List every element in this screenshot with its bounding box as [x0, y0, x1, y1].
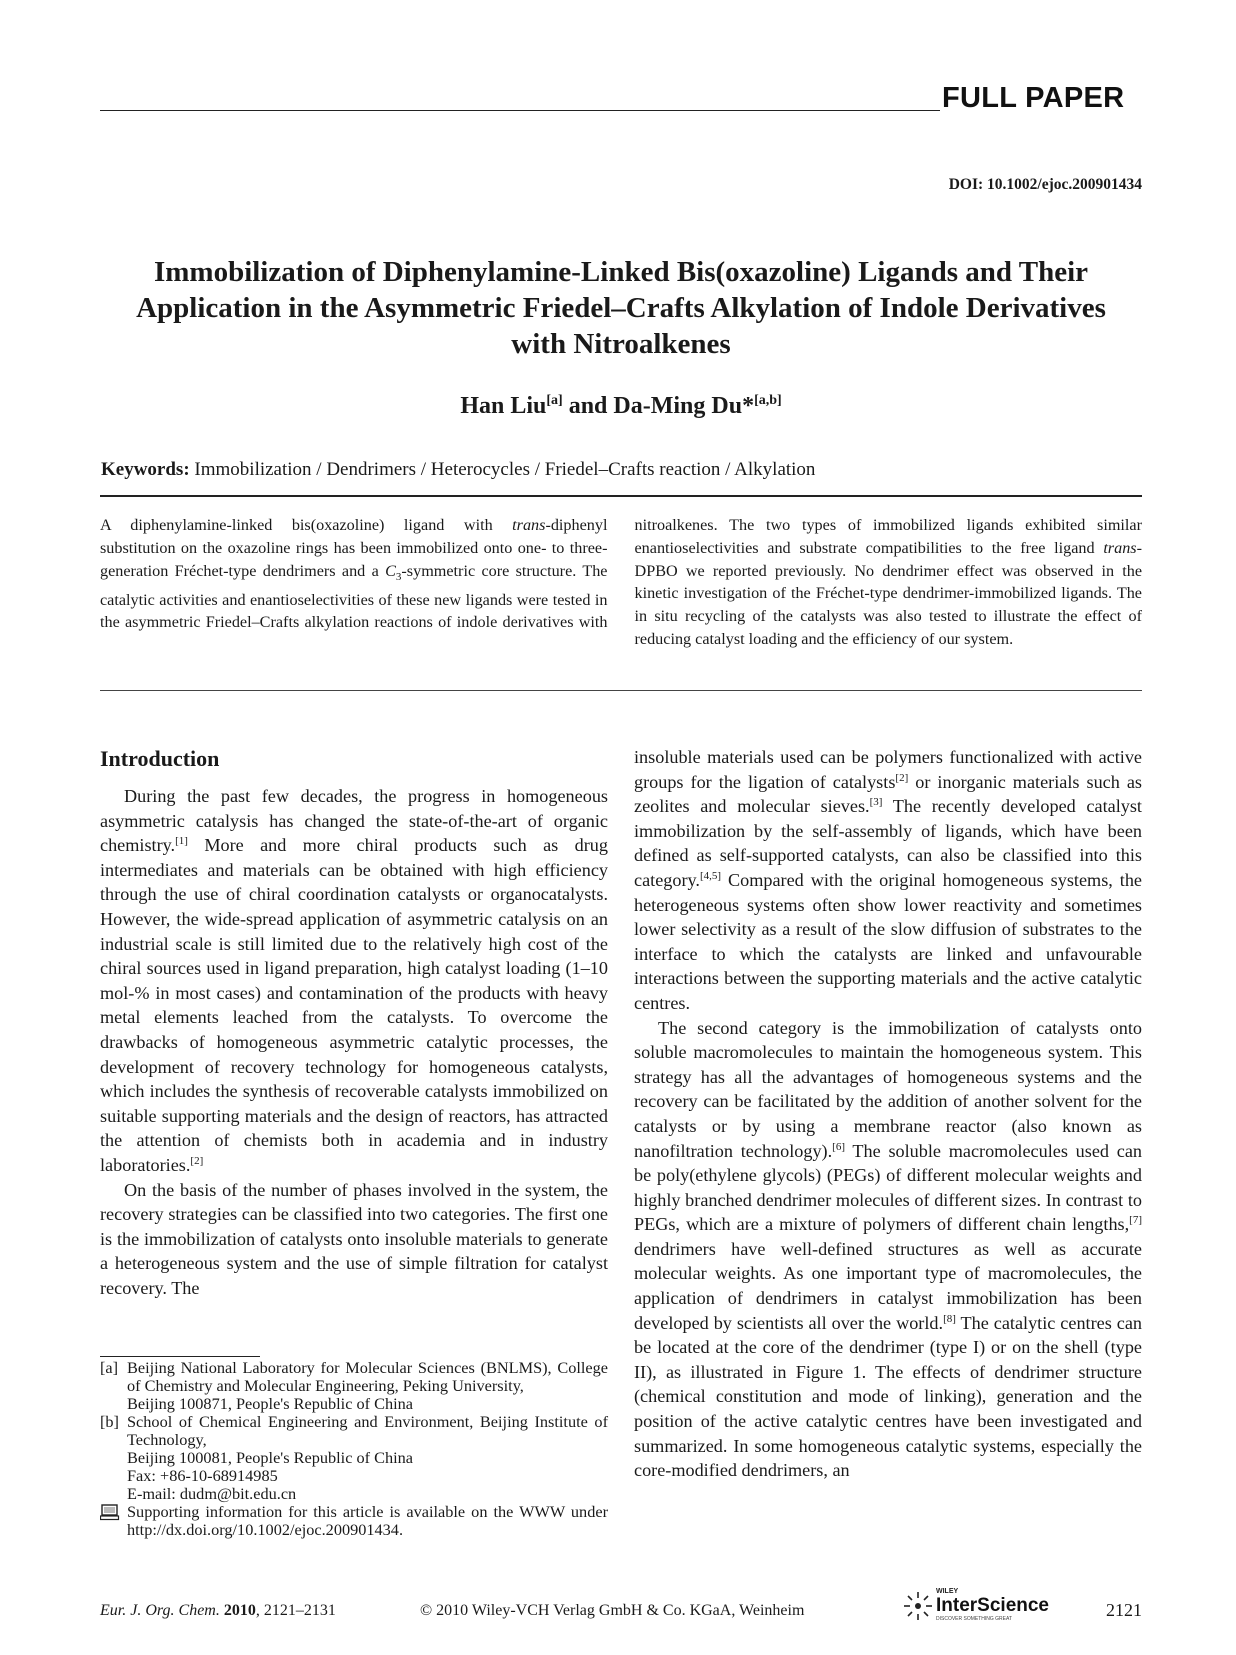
authors [100, 393, 1142, 420]
journal-pages: , 2121–2131 [255, 1602, 336, 1619]
header-rule [100, 110, 940, 111]
footnote-tag: [b] [100, 1412, 119, 1431]
affiliation-line: Beijing 100871, People's Republic of China [127, 1394, 414, 1413]
affiliation-line: Beijing National Laboratory for Molecular Sciences (BNLMS), College of Chemistry and Molecular Engineering, Peking University, [127, 1358, 608, 1395]
author-1-affiliation: [a] [546, 393, 563, 408]
svg-text:WILEY: WILEY [936, 1588, 959, 1595]
abstract-text: -symmetric core structure. The catalytic activities and enantioselectivities of these new ligands were tested in the asymmetric Friedel–Crafts alkylation reactions of indole derivatives with nitroalkenes. The two types of immobilized ligands exhibited similar enantioselectivities and substrate compatibilities to the free ligand [100, 516, 1142, 632]
footnotes [100, 1359, 608, 1539]
paragraph [634, 1016, 1142, 1483]
footnote-supporting-info [100, 1503, 608, 1539]
author-2: Da-Ming Du* [613, 393, 755, 419]
fax: Fax: +86-10-68914985 [127, 1466, 278, 1485]
paragraph-text: The catalytic centres can be located at the core of the dendrimer (type I) or on the shell (type II), as illustrated in Figure 1. The effects of dendrimer structure (chemical constitution and mode of linking), generation and the position of the active catalytic centres have been investigated and summarized. In some homogeneous catalytic systems, especially the core-modified dendrimers, an [634, 1312, 1143, 1481]
title-line-2: Application in the Asymmetric Friedel–Crafts Alkylation of Indole Derivatives [136, 292, 1106, 324]
citation[interactable]: [3] [869, 796, 883, 809]
article-title [100, 254, 1142, 362]
footer-citation [100, 1602, 336, 1620]
page-number: 2121 [1106, 1600, 1142, 1620]
computer-icon [100, 1503, 127, 1539]
title-line-3: with Nitroalkenes [511, 328, 731, 360]
abstract-text: -DPBO we reported previously. No dendrimer effect was observed in the kinetic investigation of the Fréchet-type dendrimer-immobilized ligands. The in situ recycling of the catalysts was also tested to illustrate the effect of reducing catalyst loading and the efficiency of our system. [634, 538, 1142, 648]
paragraph: On the basis of the number of phases involved in the system, the recovery strategies can be classified into two categories. The first one is the immobilization of catalysts onto insoluble materials to generate a heterogeneous system and the use of simple filtration for catalyst recovery. The [100, 1179, 608, 1298]
supporting-info-text[interactable]: Supporting information for this article is available on the WWW under http://dx.doi.org/10.1002/ejoc.200901434. [127, 1502, 608, 1539]
abstract [100, 514, 1142, 651]
paragraph-text: The recently developed catalyst immobilization by the self-assembly of ligands, which have been defined as self-supported catalysts, can also be classified into this category. [634, 796, 1142, 890]
svg-text:InterScience: InterScience [936, 1595, 1049, 1616]
abstract-bottom-rule [100, 690, 1142, 691]
affiliation-line: Beijing 100081, People's Republic of China [127, 1448, 414, 1467]
section-label: FULL PAPER [942, 82, 1125, 114]
paragraph-text: The soluble macromolecules used can be poly(ethylene glycols) (PEGs) of different molecular weights and highly branched dendrimer molecules of different sizes. In contrast to PEGs, which are a mixture of polymers of different chain lengths, [634, 1140, 1142, 1235]
author-1: Han Liu [460, 393, 547, 419]
abstract-italic: C [385, 561, 396, 580]
paragraph [634, 745, 1142, 1016]
abstract-top-rule [100, 495, 1142, 497]
abstract-italic: trans [1103, 538, 1137, 557]
author-joiner: and [562, 393, 614, 419]
journal-name: Eur. J. Org. Chem. [100, 1602, 220, 1619]
body-column-left [100, 784, 608, 1300]
section-heading-introduction: Introduction [100, 746, 220, 771]
paragraph-text: More and more chiral products such as drug intermediates and materials can be obtained with high efficiency through the use of chiral coordination catalysts or organocatalysts. However, the wide-spread application of asymmetric catalysis on an industrial scale is still limited due to the relatively high cost of the chiral sources used in ligand preparation, high catalyst loading (1–10 mol-% in most cases) and contamination of the products with heavy metal elements leached from the catalysts. To overcome the drawbacks of homogeneous asymmetric catalytic processes, the development of recovery technology for homogeneous catalysts, which includes the synthesis of recoverable catalysts immobilized on suitable supporting materials and the design of reactors, has attracted the attention of chemists both in academia and in industry laboratories. [100, 835, 608, 1175]
footnote-rule [100, 1356, 260, 1357]
doi[interactable]: DOI: 10.1002/ejoc.200901434 [948, 176, 1142, 193]
svg-text:DISCOVER SOMETHING GREAT: DISCOVER SOMETHING GREAT [936, 1616, 1013, 1622]
paragraph-text: or inorganic materials such as zeolites and molecular sieves. [634, 771, 1143, 817]
footnote-text [127, 1359, 608, 1413]
email[interactable]: E-mail: dudm@bit.edu.cn [127, 1484, 297, 1503]
citation[interactable]: [4,5] [699, 869, 722, 882]
citation[interactable]: [6] [832, 1140, 845, 1153]
paragraph-text: During the past few decades, the progress in homogeneous asymmetric catalysis has changed the state-of-the-art of organic chemistry. [100, 786, 608, 856]
keywords-label: Keywords: [101, 459, 190, 480]
abstract-text: -diphenyl substitution on the oxazoline rings has been immobilized onto one- to three-generation Fréchet-type dendrimers and a [100, 516, 608, 580]
citation[interactable]: [7] [1129, 1214, 1142, 1227]
abstract-italic: trans [512, 516, 546, 534]
affiliation-line: School of Chemical Engineering and Environment, Beijing Institute of Technology, [127, 1412, 608, 1449]
footnote-text [127, 1413, 608, 1503]
citation[interactable]: [2] [895, 771, 909, 784]
title-line-1: Immobilization of Diphenylamine-Linked Bis(oxazoline) Ligands and Their [153, 256, 1089, 288]
paragraph-text: Compared with the original homogeneous systems, the heterogeneous systems often show lower reactivity and sometimes lower selectivity as a result of the slow diffusion of substrates to the interface to which the catalysts are linked and unfavourable interactions between the supporting materials and the active catalytic centres. [634, 869, 1142, 1013]
paragraph-text: dendrimers have well-defined structures as well as accurate molecular weights. As one important type of macromolecules, the application of dendrimers in catalyst immobilization has been developed by scientists all over the world. [634, 1238, 1142, 1333]
footer-copyright: © 2010 Wiley-VCH Verlag GmbH & Co. KGaA, Weinheim [420, 1602, 805, 1619]
author-2-affiliation: [a,b] [754, 393, 782, 408]
citation[interactable]: [2] [190, 1154, 204, 1167]
footnote-a [100, 1359, 608, 1413]
body-column-right [634, 745, 1142, 1483]
abstract-subscript: 3 [395, 570, 402, 583]
paragraph [100, 784, 608, 1178]
starburst-icon [904, 1592, 932, 1620]
interscience-logo [900, 1584, 1060, 1622]
footnote-b [100, 1413, 608, 1503]
abstract-text: A diphenylamine-linked bis(oxazoline) ligand with [100, 516, 513, 534]
journal-year: 2010 [223, 1602, 256, 1619]
citation[interactable]: [8] [943, 1312, 956, 1325]
keywords [101, 459, 815, 481]
paragraph-text: The second category is the immobilization of catalysts onto soluble macromolecules to maintain the homogeneous system. This strategy has all the advantages of homogeneous systems and the recovery can be facilitated by the addition of another solvent for the catalysts or by using a membrane reactor (also known as nanofiltration technology). [634, 1017, 1142, 1161]
citation[interactable]: [1] [175, 835, 188, 848]
keywords-value: Immobilization / Dendrimers / Heterocycles / Friedel–Crafts reaction / Alkylation [189, 459, 816, 480]
footnote-tag: [a] [100, 1358, 119, 1377]
paragraph-text: insoluble materials used can be polymers functionalized with active groups for the ligation of catalysts [634, 747, 1142, 792]
